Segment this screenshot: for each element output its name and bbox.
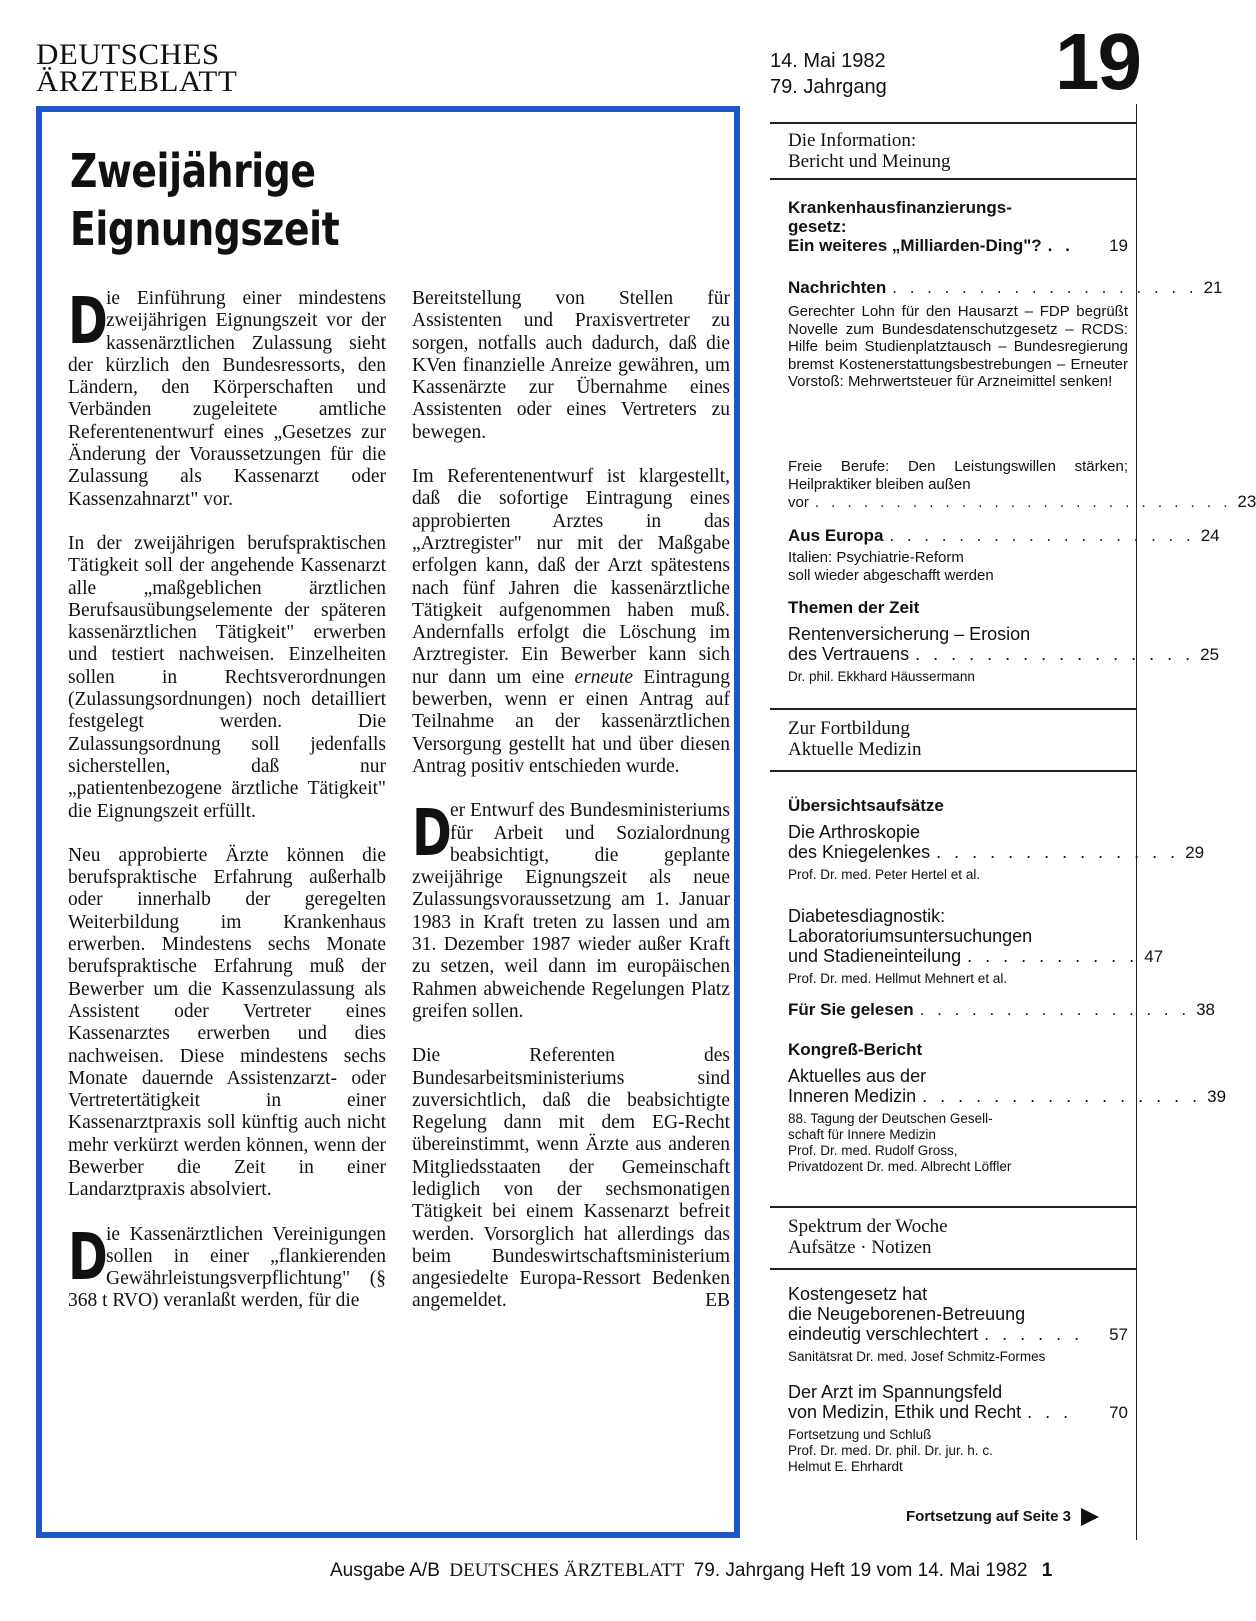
issue-volume: 79. Jahrgang [770, 76, 887, 98]
issue-number: 19 [1055, 17, 1140, 106]
toc-entry[interactable] [788, 906, 1164, 987]
toc-title: die Neugeborenen-Betreuung [788, 1304, 1026, 1324]
toc-author: Dr. phil. Ekkhard Häussermann [788, 669, 975, 684]
toc-description: schaft für Innere Medizin [788, 1127, 936, 1142]
toc-page: 21 [1203, 278, 1223, 297]
editorial-column-left [68, 285, 386, 1335]
drop-cap: D [68, 1220, 108, 1295]
toc-category: Aus Europa [788, 526, 884, 545]
toc-author: Prof. Dr. med. Dr. phil. Dr. jur. h. c. [788, 1443, 993, 1458]
leader-dots: . . . . . . . . . . . . . . [936, 842, 1180, 862]
toc-title: Rentenversicherung – Erosion [788, 624, 1031, 644]
toc-page: 25 [1200, 645, 1220, 664]
toc-description: Italien: Psychiatrie-Reform [788, 549, 964, 566]
toc-entry[interactable] [788, 598, 1220, 685]
issue-date: 14. Mai 1982 [770, 50, 886, 72]
toc-description: Fortsetzung und Schluß [788, 1427, 932, 1442]
toc-title: Kostengesetz hat [788, 1284, 928, 1304]
toc-title: und Stadieneinteilung [788, 946, 962, 966]
paragraph-text: er Entwurf des Bundesministeriums für Arbeit und Sozialordnung beabsichtigt, die geplante zweijährige Eignungszeit als neue Zulassungsvoraussetzung am 1. Januar 1983 in Kraft treten zu lassen und am 31. Dezember 1987 wieder außer Kraft zu setzen, weil dann im europäischen Rahmen abweichende Regelungen Platz greifen sollen. [412, 800, 730, 1022]
section-line: Aktuelle Medizin [788, 739, 922, 760]
paragraph [68, 285, 386, 511]
footer-info: 79. Jahrgang Heft 19 vom 14. Mai 1982 [693, 1560, 1028, 1581]
toc-entry[interactable] [788, 1382, 1128, 1475]
toc-divider [770, 122, 1136, 124]
toc-page: 23 [1237, 492, 1256, 511]
toc-title: Ein weiteres „Milliarden-Ding"? [788, 236, 1042, 255]
leader-dots: . . . . . . . . . . . . . . . . . . [892, 278, 1198, 297]
section-line: Zur Fortbildung [788, 718, 910, 739]
toc-divider [770, 1206, 1136, 1208]
toc-title: Inneren Medizin [788, 1086, 917, 1106]
masthead-logo [36, 37, 238, 98]
toc-description: vor [788, 494, 809, 511]
toc-page: 47 [1144, 947, 1164, 966]
toc-divider [770, 770, 1136, 772]
toc-category: gesetz: [788, 217, 847, 236]
toc-description: Freie Berufe: Den Leistungswillen stärken; Heilpraktiker bleiben außen [788, 458, 1128, 493]
toc-entry[interactable] [788, 278, 1223, 391]
paragraph-text: ie Kassenärztlichen Vereinigungen sollen in einer „flankierenden Gewährleistungsverpflichtung" (§ 368 t RVO) veranlaßt werden, für die [68, 1223, 386, 1312]
toc-description: soll wieder abgeschafft werden [788, 566, 994, 584]
section-line: Die Information: [788, 130, 917, 151]
paragraph [412, 797, 730, 1023]
footer-journal: DEUTSCHES ÄRZTEBLATT [449, 1560, 685, 1581]
toc-page: 19 [1109, 236, 1128, 255]
footer-edition: Ausgabe A/B [330, 1560, 440, 1581]
arrow-right-icon [1081, 1508, 1099, 1526]
section-line: Aufsätze · Notizen [788, 1237, 932, 1258]
leader-dots: . . . . . . . . . . . . . . . . . . [889, 526, 1195, 545]
toc-title: Der Arzt im Spannungsfeld [788, 1382, 1003, 1402]
editorial-title [70, 142, 339, 258]
toc-title: Aktuelles aus der [788, 1066, 927, 1086]
paragraph-text: Die Referenten des Bundesarbeitsministeriums sind zuversichtlich, daß die beabsichtigte Regelung dann mit dem EG-Recht übereinstimmt, wenn Ärzte aus anderen Mitgliedsstaaten der Gemeinschaft lediglich von der sechsmonatigen Tätigkeit bei einem Kassenarzt befreit werden. Vorsorglich hat allerdings das beim Bundeswirtschaftsministerium angesiedelte Europa-Ressort Bedenken angemeldet. [412, 1045, 730, 1312]
toc-author: Privatdozent Dr. med. Albrecht Löffler [788, 1159, 1012, 1174]
drop-cap: D [412, 797, 452, 872]
toc-category: Nachrichten [788, 278, 887, 297]
drop-cap: D [68, 285, 108, 359]
paragraph: Neu approbierte Ärzte können die berufspraktische Erfahrung außerhalb oder innerhalb der geregelten Weiterbildung im Krankenhaus erwerben. Mindestens sechs Monate berufspraktische Erfahrung muß der Bewerber um die Kassenzulassung als Assistent oder Vertreter eines Kassenarztes erwerben und dies nachweisen. Diese mindestens sechs Monate dauernde Assistenzarzt- oder Vertretertätigkeit in einer Kassenarztpraxis soll künftig auch nicht mehr verkürzt werden können, wenn der Bewerber die Zeit in einer Landarztpraxis absolviert. [68, 844, 386, 1201]
toc-category: Für Sie gelesen [788, 1000, 914, 1019]
continued-link[interactable] [906, 1508, 1099, 1526]
leader-dots: . . . . . . . . . . [967, 946, 1139, 966]
masthead-line1: DEUTSCHES [36, 37, 220, 71]
editorial-column-right [412, 288, 730, 1335]
toc-title: Diabetesdiagnostik: [788, 906, 946, 926]
toc-entry[interactable] [788, 1040, 1227, 1175]
paragraph [412, 1045, 730, 1313]
leader-dots: . . . . . . . . . . . . . . . . [915, 644, 1195, 664]
toc-page: 29 [1185, 843, 1205, 862]
toc-category: Übersichtsaufsätze [788, 796, 944, 815]
page-footer [330, 1560, 1052, 1582]
editorial-title-line1: Zweijährige [70, 144, 316, 198]
toc-page: 39 [1207, 1087, 1227, 1106]
editorial-box [36, 106, 740, 1538]
toc-border [1136, 104, 1137, 1540]
toc-description: Gerechter Lohn für den Hausarzt – FDP begrüßt Novelle zum Bundesdatenschutzgesetz – RCDS: Hilfe beim Studienplatztausch – Bundesregierung bremst Kostenerstattungsbestrebungen – Erneuter Vorstoß: Mehrwertsteuer für Arzneimittel senken! [788, 303, 1128, 390]
toc-title: Laboratoriumsuntersuchungen [788, 926, 1033, 946]
toc-page: 24 [1200, 526, 1220, 545]
toc-author: Prof. Dr. med. Rudolf Gross, [788, 1143, 958, 1158]
toc-section-fortbildung [788, 718, 922, 760]
toc-category: Kongreß-Bericht [788, 1040, 923, 1059]
toc-author: Helmut E. Ehrhardt [788, 1459, 903, 1474]
toc-title: von Medizin, Ethik und Recht [788, 1402, 1022, 1422]
toc-entry[interactable] [788, 526, 1220, 584]
emphasis-text: erneute [574, 666, 634, 688]
paragraph [68, 1220, 386, 1313]
toc-page: 70 [1109, 1403, 1128, 1422]
toc-entry[interactable] [788, 458, 1256, 512]
leader-dots: . . . . . . [984, 1324, 1084, 1344]
toc-entry[interactable] [788, 198, 1128, 255]
issue-date-block [770, 48, 887, 100]
toc-page: 57 [1109, 1325, 1128, 1344]
toc-author: Prof. Dr. med. Hellmut Mehnert et al. [788, 971, 1008, 986]
author-initials: EB [705, 1290, 730, 1312]
toc-page: 38 [1196, 1000, 1216, 1019]
toc-category: Themen der Zeit [788, 598, 920, 617]
toc-entry[interactable] [788, 1284, 1128, 1365]
toc-divider [770, 1268, 1136, 1270]
toc-entry[interactable] [788, 796, 1205, 883]
toc-author: Sanitätsrat Dr. med. Josef Schmitz-Formes [788, 1349, 1046, 1364]
paragraph [412, 466, 730, 778]
toc-section-spektrum [788, 1216, 948, 1258]
toc-description: 88. Tagung der Deutschen Gesell- [788, 1111, 993, 1126]
leader-dots: . . . [1027, 1402, 1073, 1422]
paragraph-text: ie Einführung einer mindestens zweijährigen Eignungszeit vor der kassenärztlichen Zulassung sieht der kürzlich den Bundesressorts, den Ländern, den Körperschaften und Verbänden zugeleitete amtliche Referentenentwurf eines „Gesetzes zur Änderung der Voraussetzungen für die Zulassung als Kassenarzt oder Kassenzahnarzt" vor. [68, 288, 386, 510]
paragraph-text: Eintragung bewerben, wenn er einen Antrag auf Teilnahme an der kassenärztlichen Versorgung gestellt hat und über diesen Antrag positiv entschieden wurde. [412, 666, 730, 777]
toc-divider [770, 178, 1136, 180]
footer-page-number: 1 [1041, 1560, 1053, 1581]
leader-dots: . . . . . . . . . . . . . . . . [919, 1000, 1191, 1019]
leader-dots: . . . . . . . . . . . . . . . . . . . . . . . . . . [814, 494, 1232, 511]
continued-label: Fortsetzung auf Seite 3 [906, 1508, 1072, 1525]
paragraph: In der zweijährigen berufspraktischen Tätigkeit soll der angehende Kassenarzt alle „maßgeblichen ärztlichen Berufsausübungselemente der späteren kassenärztlichen Tätigkeit" erwerben und testiert nachweisen. Einzelheiten sollen in Rechtsverordnungen (Zulassungsordnungen) noch detailliert festgelegt werden. Die Zulassungsordnung soll jedenfalls sicherstellen, daß nur „patientenbezogene ärztliche Tätigkeit" die Eignungszeit erfüllt. [68, 532, 386, 822]
paragraph: Bereitstellung von Stellen für Assistenten und Praxisvertreter zu sorgen, notfalls auch dadurch, daß die KVen finanzielle Anreize gewähren, um Kassenärzte zur Übernahme eines Assistenten oder eines Vertreters zu bewegen. [412, 288, 730, 443]
toc-entry[interactable] [788, 1000, 1216, 1019]
paragraph-text: Im Referentenentwurf ist klargestellt, daß die sofortige Eintragung eines approbierten Arztes in das „Arztregister" nur mit der Maßgabe erfolgen kann, daß der Arzt spätestens nach fünf Jahren die kassenärztliche Tätigkeit aufgenommen haben muß. Andernfalls erfolgt die Löschung im Arztregister. Ein Bewerber kann sich nur dann um eine [412, 466, 730, 688]
toc-title: des Vertrauens [788, 644, 910, 664]
toc-title: Die Arthroskopie [788, 822, 921, 842]
section-line: Bericht und Meinung [788, 151, 951, 172]
editorial-title-line2: Eignungszeit [70, 202, 340, 256]
toc-author: Prof. Dr. med. Peter Hertel et al. [788, 867, 981, 882]
leader-dots: . . [1047, 236, 1074, 255]
section-line: Spektrum der Woche [788, 1216, 948, 1237]
toc-title: des Kniegelenkes [788, 842, 931, 862]
toc-divider [770, 708, 1136, 710]
leader-dots: . . . . . . . . . . . . . . . . [922, 1086, 1202, 1106]
toc-title: eindeutig verschlechtert [788, 1324, 979, 1344]
toc-section-information [788, 130, 951, 172]
masthead-line2: ÄRZTEBLATT [36, 64, 238, 98]
toc-category: Krankenhausfinanzierungs- [788, 198, 1012, 217]
